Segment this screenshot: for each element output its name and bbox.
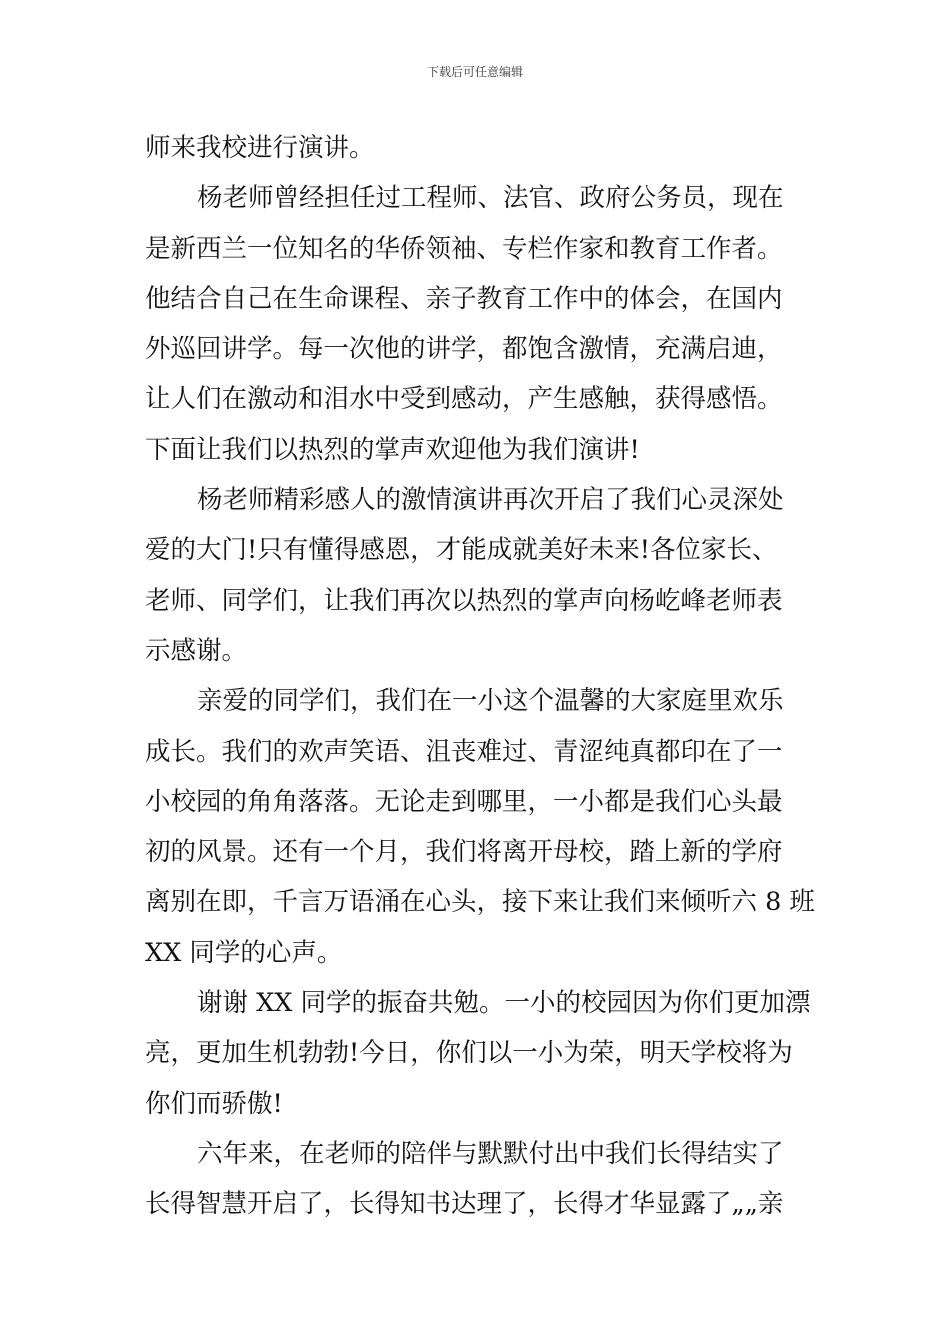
body-line: 外巡回讲学。每一次他的讲学，都饱含激情，充满启迪， [145,334,783,365]
body-line: 你们而骄傲! [145,1088,283,1119]
body-line: 是新西兰一位知名的华侨领袖、专栏作家和教育工作者。 [145,233,783,264]
body-line: 亮，更加生机勃勃!今日，你们以一小为荣，明天学校将为 [145,1038,793,1069]
body-line: 成长。我们的欢声笑语、沮丧难过、青涩纯真都印在了一 [145,736,783,767]
body-line: 示感谢。 [145,635,248,666]
body-line: 师来我校进行演讲。 [145,133,375,163]
body-line: 离别在即，千言万语涌在心头，接下来让我们来倾听六 8 班 [145,887,815,918]
paragraph-first-line: 杨老师曾经担任过工程师、法官、政府公务员，现在 [197,183,784,214]
body-line: 初的风景。还有一个月，我们将离开母校，踏上新的学府 [145,837,783,868]
body-line: 他结合自己在生命课程、亲子教育工作中的体会，在国内 [145,283,783,314]
body-line: 让人们在激动和泪水中受到感动，产生感触，获得感悟。 [145,384,783,415]
body-line: 小校园的角角落落。无论走到哪里，一小都是我们心头最 [145,786,783,817]
document-body [145,128,815,1235]
paragraph-first-line: 六年来，在老师的陪伴与默默付出中我们长得结实了 [197,1138,784,1169]
body-line: 长得智慧开启了，长得知书达理了，长得才华显露了„„亲 [145,1189,784,1220]
paragraph-first-line: 谢谢 XX 同学的振奋共勉。一小的校园因为你们更加漂 [197,988,811,1019]
paragraph-first-line: 亲爱的同学们，我们在一小这个温馨的大家庭里欢乐 [197,686,784,717]
paragraph-first-line: 杨老师精彩感人的激情演讲再次开启了我们心灵深处 [197,485,784,516]
body-line: 下面让我们以热烈的掌声欢迎他为我们演讲! [145,434,640,465]
body-line: XX 同学的心声。 [145,937,343,968]
page-header: 下载后可任意编辑 [426,65,523,79]
body-line: 老师、同学们，让我们再次以热烈的掌声向杨屹峰老师表 [145,585,783,616]
body-line: 爱的大门!只有懂得感恩，才能成就美好未来!各位家长、 [145,535,778,566]
